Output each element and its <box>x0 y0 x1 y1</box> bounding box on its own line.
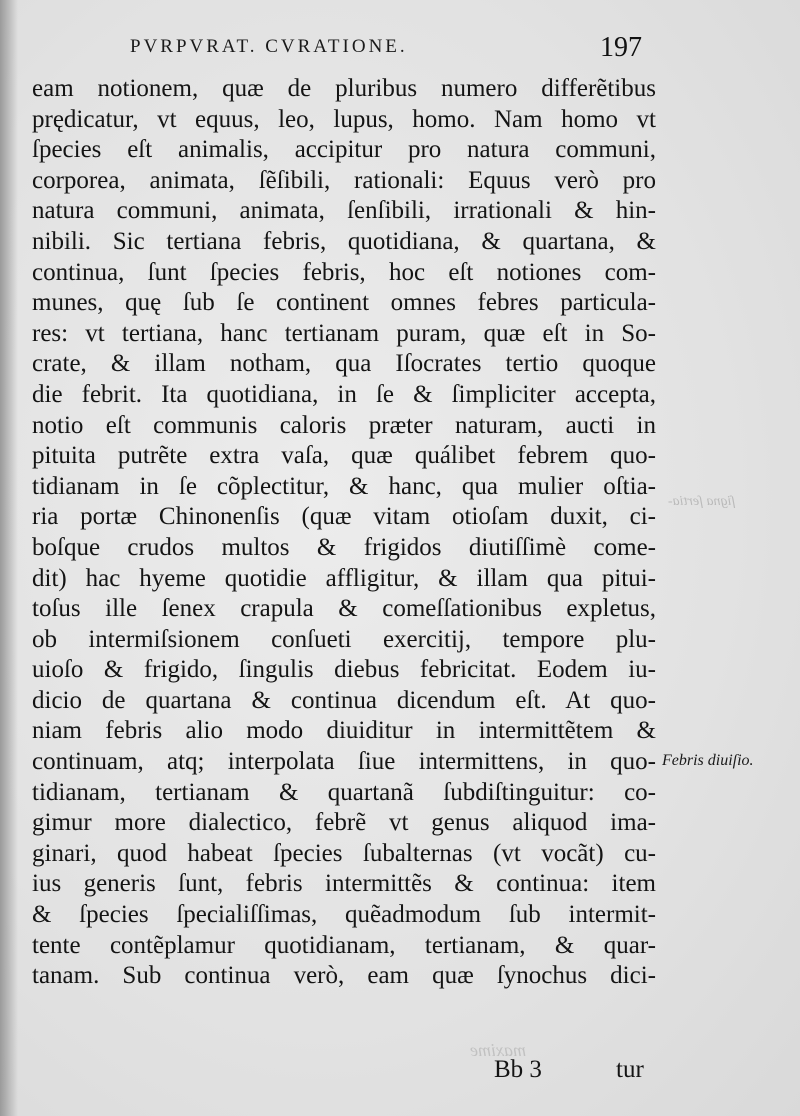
text-line: dit) hac hyeme quotidie affligitur, & illam qua pitui- <box>32 564 656 592</box>
text-line: toſus ille ſenex crapula & comeſſationibus expletus, <box>32 595 656 623</box>
text-line: ob intermiſsionem conſueti exercitij, tempore plu- <box>32 625 656 653</box>
text-line: die febrit. Ita quotidiana, in ſe & ſimpliciter accepta, <box>32 380 656 408</box>
show-through-bottom: maxime <box>470 1040 526 1060</box>
text-line: continua, ſunt ſpecies febris, hoc eſt notiones com- <box>32 258 656 286</box>
text-line: ginari, quod habeat ſpecies ſubalternas (vt vocãt) cu- <box>32 839 656 867</box>
text-line: res: vt tertiana, hanc tertianam puram, quæ eſt in So- <box>32 319 656 347</box>
text-line: tidianam, tertianam & quartanã ſubdiſtinguitur: co- <box>32 778 656 806</box>
text-line: ſpecies eſt animalis, accipitur pro natura communi, <box>32 136 656 164</box>
text-line: notio eſt communis caloris præter naturam, aucti in <box>32 411 656 439</box>
text-line: niam febris alio modo diuiditur in intermittẽtem & <box>32 717 656 745</box>
running-head: PVRPVRAT. CVRATIONE. <box>130 36 408 57</box>
text-line: gimur more dialectico, febrẽ vt genus aliquod ima- <box>32 809 656 837</box>
text-line: corporea, animata, ſẽſibili, rationali: Equus verò pro <box>32 166 656 194</box>
text-line: eam notionem, quæ de pluribus numero differẽtibus <box>32 75 656 102</box>
signature-mark: Bb 3 <box>494 1056 542 1083</box>
text-line: crate, & illam notham, qua Iſocrates tertio quoque <box>32 350 656 378</box>
text-line: ria portæ Chinonenſis (quæ vitam otioſam duxit, ci- <box>32 503 656 531</box>
body-text <box>32 74 656 992</box>
text-line: nibili. Sic tertiana febris, quotidiana, & quartana, & <box>32 227 656 255</box>
page-number: 197 <box>600 32 642 63</box>
text-line: tanam. Sub continua verò, eam quæ ſynochus dici- <box>32 962 656 990</box>
catchword: tur <box>616 1056 644 1083</box>
gutter-shadow <box>0 0 18 1116</box>
text-line: boſque crudos multos & frigidos diutiſſimè come- <box>32 533 656 561</box>
show-through-marginal: ſigna ſertia- <box>668 494 736 509</box>
text-line: ius generis ſunt, febris intermittẽs & continua: item <box>32 870 656 898</box>
text-line: natura communi, animata, ſenſibili, irrationali & hin- <box>32 197 656 225</box>
text-line: tente contẽplamur quotidianam, tertianam, & quar- <box>32 931 656 959</box>
text-line: continuam, atq; interpolata ſiue intermittens, in quo- <box>32 748 656 776</box>
text-line: prędicatur, vt equus, leo, lupus, homo. Nam homo vt <box>32 105 656 133</box>
text-line: tidianam in ſe cõplectitur, & hanc, qua mulier oſtia- <box>32 472 656 500</box>
text-line: dicio de quartana & continua dicendum eſt. At quo- <box>32 686 656 714</box>
marginal-note: Febris diuiſio. <box>662 752 754 769</box>
text-line: pituita putrẽte extra vaſa, quæ quálibet febrem quo- <box>32 442 656 470</box>
text-line: uioſo & frigido, ſingulis diebus febricitat. Eodem iu- <box>32 656 656 684</box>
text-line: & ſpecies ſpecialiſſimas, quẽadmodum ſub intermit- <box>32 901 656 929</box>
text-line: munes, quę ſub ſe continent omnes febres particula- <box>32 289 656 317</box>
